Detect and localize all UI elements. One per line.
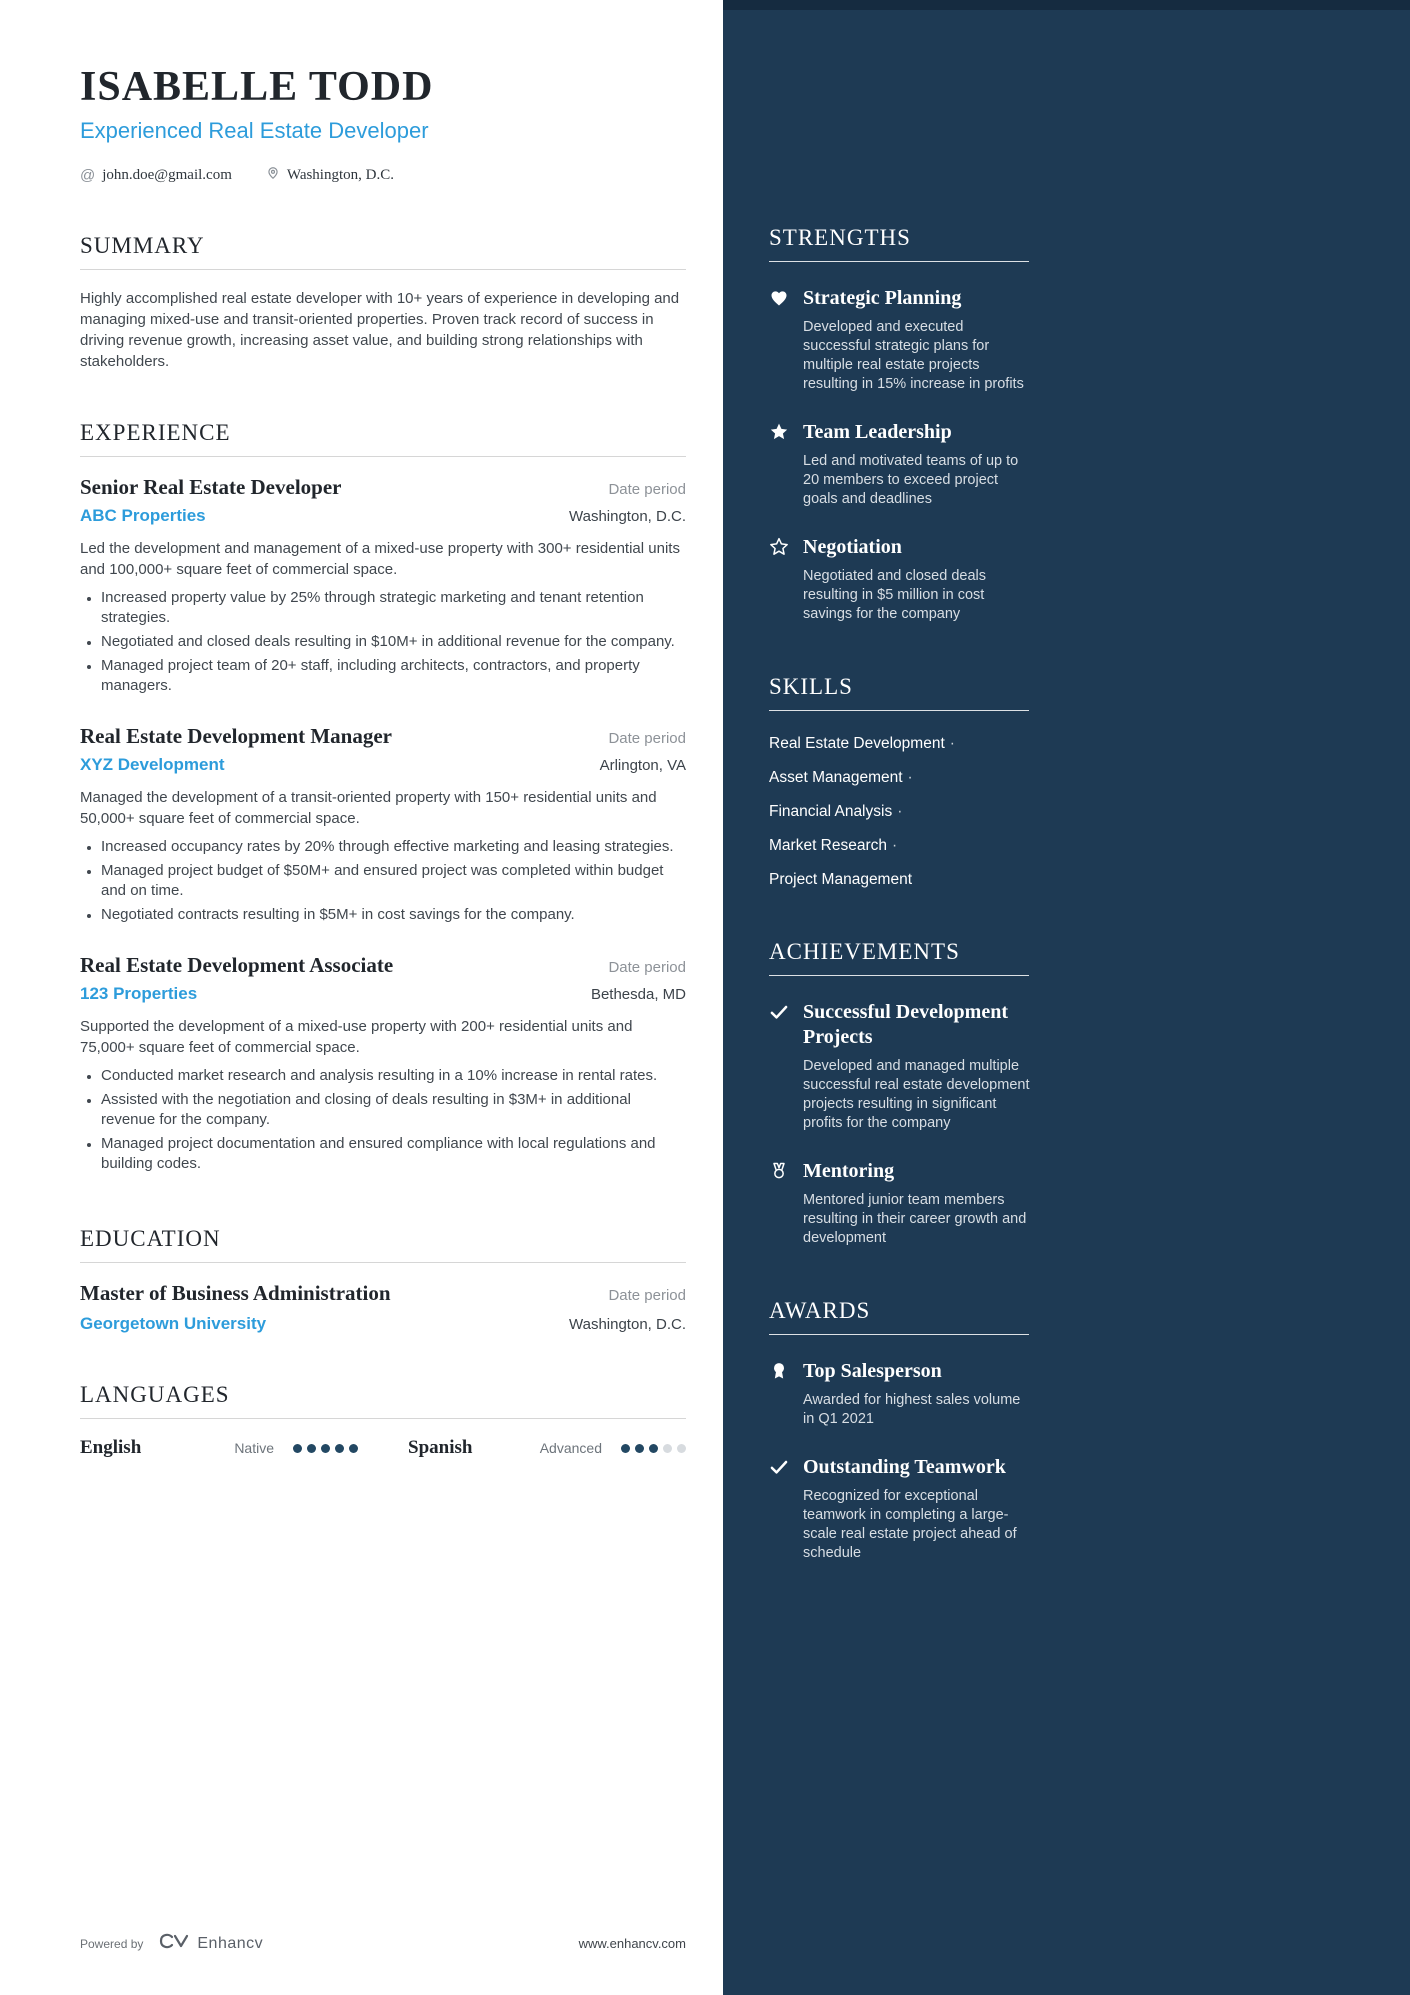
skill-item <box>769 735 1031 753</box>
enhancv-brand-name: Enhancv <box>197 1934 264 1952</box>
job-company-row <box>80 749 686 775</box>
job-date: Date period <box>608 959 686 977</box>
powered-by-label: Powered by <box>80 1936 144 1951</box>
strength-item <box>769 286 1031 394</box>
strengths-section <box>769 225 1029 624</box>
bullet-item: • Managed project budget of $50M+ and ensured project was completed within budget and on time. <box>101 861 686 901</box>
job-company: ABC Properties <box>80 506 206 526</box>
languages-heading: LANGUAGES <box>80 1382 686 1419</box>
sidebar-top-strip <box>723 0 1410 10</box>
star-icon <box>769 420 793 509</box>
education-school-row <box>80 1306 686 1334</box>
heart-icon <box>769 286 793 394</box>
strength-item <box>769 535 1031 624</box>
job-title-row <box>80 475 686 500</box>
education-heading: EDUCATION <box>80 1226 686 1263</box>
person-name: ISABELLE TODD <box>80 64 434 110</box>
proficiency-dot <box>663 1444 672 1453</box>
skill-label: Asset Management <box>769 769 903 786</box>
strength-text: Developed and executed successful strategic plans for multiple real estate projects resulting in 15% increase in profits <box>803 319 1024 392</box>
job-summary: Led the development and management of a mixed-use property with 300+ residential units and 100,000+ square feet of commercial space. <box>80 540 680 579</box>
star-outline-icon <box>769 535 793 624</box>
location-text: Washington, D.C. <box>286 167 394 184</box>
strength-item <box>769 420 1031 509</box>
skill-separator: · <box>897 803 903 820</box>
awards-heading: AWARDS <box>769 1298 1029 1335</box>
resume-header <box>80 64 686 185</box>
achievement-title: Mentoring <box>803 1160 895 1182</box>
language-proficiency-dots <box>616 1444 686 1453</box>
language-item <box>408 1437 686 1459</box>
proficiency-dot <box>321 1444 330 1453</box>
language-level: Advanced <box>539 1440 602 1457</box>
language-name: Spanish <box>408 1437 473 1459</box>
proficiency-dot <box>349 1444 358 1453</box>
experience-heading: EXPERIENCE <box>80 420 686 457</box>
job-location: Arlington, VA <box>599 757 686 775</box>
trophy-icon <box>769 1359 793 1429</box>
medal-icon <box>769 1159 793 1248</box>
proficiency-dot <box>293 1444 302 1453</box>
achievements-section <box>769 939 1029 1248</box>
job-location: Washington, D.C. <box>569 508 686 526</box>
bullet-item: • Conducted market research and analysis resulting in a 10% increase in rental rates. <box>101 1066 686 1086</box>
skills-heading: SKILLS <box>769 674 1029 711</box>
skill-separator: · <box>907 769 913 786</box>
skills-section <box>769 674 1029 889</box>
achievements-heading: ACHIEVEMENTS <box>769 939 1029 976</box>
at-icon: @ <box>80 167 96 185</box>
strength-title: Strategic Planning <box>803 287 962 309</box>
job-entry <box>80 953 686 1174</box>
award-item <box>769 1455 1031 1563</box>
proficiency-dot <box>307 1444 316 1453</box>
achievement-item <box>769 1000 1031 1133</box>
experience-section <box>80 420 686 1178</box>
achievement-text: Mentored junior team members resulting in their career growth and development <box>803 1192 1027 1246</box>
award-item <box>769 1359 1031 1429</box>
page-footer <box>80 1892 686 1955</box>
skill-separator: · <box>949 735 955 752</box>
job-date: Date period <box>608 730 686 748</box>
degree-title: Master of Business Administration <box>80 1281 391 1306</box>
language-proficiency-dots <box>288 1444 358 1453</box>
job-title-row <box>80 724 686 749</box>
skill-label: Real Estate Development <box>769 735 945 752</box>
strength-body <box>803 286 1031 394</box>
job-company-row <box>80 978 686 1004</box>
achievement-title: Successful Development Projects <box>803 1001 1008 1048</box>
strength-body <box>803 420 1031 509</box>
skill-item <box>769 803 1031 821</box>
strength-body <box>803 535 1031 624</box>
job-location: Bethesda, MD <box>590 986 686 1004</box>
bullet-item: • Assisted with the negotiation and closing of deals resulting in $3M+ in additional revenue for the company. <box>101 1090 686 1130</box>
award-title: Outstanding Teamwork <box>803 1456 1006 1478</box>
strengths-heading: STRENGTHS <box>769 225 1029 262</box>
location-pin-icon <box>266 166 280 185</box>
job-summary: Managed the development of a transit-oriented property with 150+ residential units and 50,000+ square feet of commercial space. <box>80 789 657 828</box>
job-entry <box>80 724 686 925</box>
strength-text: Led and motivated teams of up to 20 members to exceed project goals and deadlines <box>803 453 1019 507</box>
education-location: Washington, D.C. <box>569 1316 686 1334</box>
language-name: English <box>80 1437 142 1459</box>
location-item <box>266 166 394 185</box>
job-bullet-list <box>80 588 686 696</box>
job-title: Real Estate Development Manager <box>80 724 393 749</box>
person-title: Experienced Real Estate Developer <box>80 118 429 144</box>
award-title: Top Salesperson <box>803 1360 942 1382</box>
bullet-item: • Negotiated contracts resulting in $5M+ in cost savings for the company. <box>101 905 686 925</box>
job-entry <box>80 475 686 696</box>
summary-text: Highly accomplished real estate developer with 10+ years of experience in developing and managing mixed-use and transit-oriented properties. Proven track record of success in driving revenue growth, increasing asset value, and building strong relationships with stakeholders. <box>80 290 680 371</box>
skill-label: Project Management <box>769 871 913 888</box>
achievement-text: Developed and managed multiple successful real estate development projects resulting in significant profits for the company <box>803 1058 1030 1131</box>
enhancv-site-link[interactable]: www.enhancv.com <box>578 1936 686 1951</box>
education-date: Date period <box>608 1287 686 1305</box>
strength-title: Negotiation <box>803 536 902 558</box>
skill-item <box>769 871 1031 889</box>
awards-section <box>769 1298 1029 1563</box>
achievement-body <box>803 1000 1031 1133</box>
job-bullet-list <box>80 837 686 925</box>
job-title: Senior Real Estate Developer <box>80 475 342 500</box>
school-name: Georgetown University <box>80 1314 267 1334</box>
award-text: Recognized for exceptional teamwork in completing a large-scale real estate project ahead of schedule <box>803 1488 1017 1561</box>
language-level: Native <box>234 1440 274 1457</box>
proficiency-dot <box>335 1444 344 1453</box>
powered-by <box>80 1932 263 1955</box>
skill-item <box>769 837 1031 855</box>
strength-title: Team Leadership <box>803 421 952 443</box>
bullet-item: • Increased property value by 25% through strategic marketing and tenant retention strategies. <box>101 588 686 628</box>
contact-row <box>80 166 686 185</box>
summary-heading: SUMMARY <box>80 233 686 270</box>
check-icon <box>769 1000 793 1133</box>
email-item[interactable] <box>80 167 232 184</box>
bullet-item: • Negotiated and closed deals resulting in $10M+ in additional revenue for the company. <box>101 632 686 652</box>
job-bullet-list <box>80 1066 686 1174</box>
job-company-row <box>80 500 686 526</box>
proficiency-dot <box>649 1444 658 1453</box>
email-text: john.doe@gmail.com <box>102 167 232 184</box>
bullet-item: • Managed project team of 20+ staff, including architects, contractors, and property managers. <box>101 656 686 696</box>
award-text: Awarded for highest sales volume in Q1 2021 <box>803 1392 1021 1427</box>
job-summary: Supported the development of a mixed-use property with 200+ residential units and 75,000+ square feet of commercial space. <box>80 1018 633 1057</box>
bullet-item: • Managed project documentation and ensured compliance with local regulations and building codes. <box>101 1134 686 1174</box>
proficiency-dot <box>677 1444 686 1453</box>
job-company: 123 Properties <box>80 984 198 1004</box>
skill-item <box>769 769 1031 787</box>
job-title: Real Estate Development Associate <box>80 953 394 978</box>
summary-section <box>80 233 686 372</box>
enhancv-logo-icon <box>157 1932 191 1955</box>
languages-row <box>80 1437 686 1459</box>
skill-separator: · <box>892 837 898 854</box>
language-item <box>80 1437 358 1459</box>
education-section <box>80 1226 686 1334</box>
achievement-item <box>769 1159 1031 1248</box>
enhancv-logo[interactable] <box>157 1932 263 1955</box>
skill-label: Financial Analysis <box>769 803 893 820</box>
proficiency-dot <box>635 1444 644 1453</box>
bullet-item: • Increased occupancy rates by 20% through effective marketing and leasing strategies. <box>101 837 686 857</box>
sidebar-content <box>723 0 1029 1603</box>
award-body <box>803 1455 1031 1563</box>
skill-label: Market Research <box>769 837 888 854</box>
education-degree-row <box>80 1281 686 1306</box>
job-title-row <box>80 953 686 978</box>
job-company: XYZ Development <box>80 755 225 775</box>
strength-text: Negotiated and closed deals resulting in $5 million in cost savings for the company <box>803 568 986 622</box>
job-date: Date period <box>608 481 686 499</box>
award-body <box>803 1359 1031 1429</box>
sidebar <box>723 0 1410 1995</box>
achievement-body <box>803 1159 1031 1248</box>
proficiency-dot <box>621 1444 630 1453</box>
check-icon <box>769 1455 793 1563</box>
languages-section <box>80 1382 686 1459</box>
